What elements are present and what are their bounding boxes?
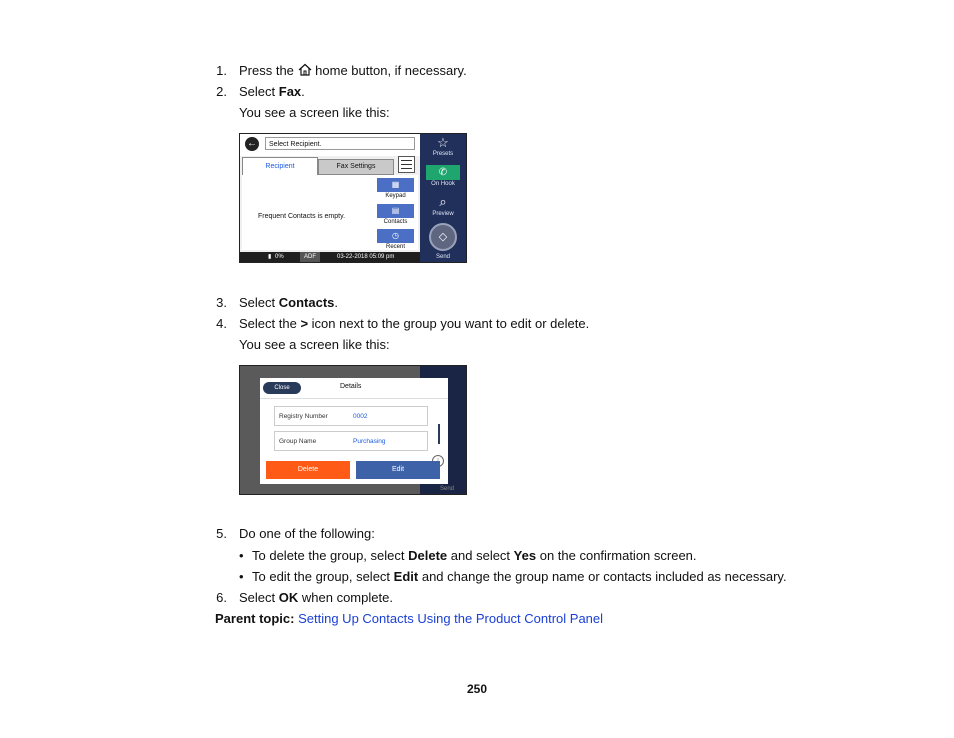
top-bar (240, 134, 420, 156)
ink-icon: ▮ (268, 254, 272, 260)
home-icon (298, 63, 312, 76)
right-sidebar (420, 134, 466, 262)
parent-topic: Parent topic: Setting Up Contacts Using the Product Control Panel (215, 611, 604, 626)
edit-button[interactable]: Edit (356, 461, 440, 479)
send-label: Send (435, 254, 450, 260)
scrollbar[interactable] (438, 424, 440, 444)
delete-button[interactable]: Delete (266, 461, 350, 479)
send-button[interactable] (429, 223, 457, 251)
dialog-header (260, 378, 448, 399)
contacts-button[interactable] (377, 204, 414, 218)
clock-icon: ◷ (392, 231, 399, 240)
contacts-label: Contacts (383, 219, 408, 225)
dialog-title: Details (340, 383, 362, 390)
recent-label: Recent (385, 244, 405, 250)
tab-fax-settings[interactable]: Fax Settings (318, 159, 394, 175)
parent-topic-link[interactable]: Setting Up Contacts Using the Product Control Panel (298, 611, 604, 626)
page-number: 250 (466, 682, 488, 696)
empty-message: Frequent Contacts is empty. (258, 213, 346, 220)
ink-level: 0% (275, 254, 284, 260)
on-hook-label: On Hook (431, 181, 455, 187)
adf-indicator: ADF (300, 252, 320, 262)
keypad-icon: ▦ (391, 180, 400, 189)
status-bar (240, 252, 420, 262)
contact-details-screenshot (239, 365, 467, 495)
list-icon[interactable] (398, 156, 415, 173)
status-datetime: 03-22-2018 05:09 pm (337, 254, 395, 260)
keypad-label: Keypad (385, 193, 406, 199)
details-dialog (260, 378, 448, 484)
phone-icon: ✆ (438, 167, 448, 178)
diamond-icon: ◇ (438, 231, 448, 243)
tab-recipient[interactable]: Recipient (242, 157, 318, 176)
group-name-row[interactable]: Group Name Purchasing (274, 431, 428, 451)
contacts-icon: ▤ (391, 206, 400, 215)
recipient-field[interactable]: Select Recipient. (265, 137, 415, 150)
star-icon[interactable]: ☆ (437, 135, 449, 150)
presets-label: Presets (432, 151, 454, 157)
back-icon[interactable]: ← (247, 138, 257, 149)
on-hook-button[interactable] (426, 165, 460, 180)
preview-icon[interactable]: ⌕ (439, 194, 447, 209)
fax-recipient-screenshot (239, 133, 467, 263)
preview-label: Preview (432, 211, 454, 217)
close-button[interactable]: Close (263, 382, 301, 394)
background-send-label: Send (440, 486, 455, 492)
registry-number-row[interactable]: Registry Number 0002 (274, 406, 428, 426)
keypad-button[interactable] (377, 178, 414, 192)
recent-button[interactable] (377, 229, 414, 243)
